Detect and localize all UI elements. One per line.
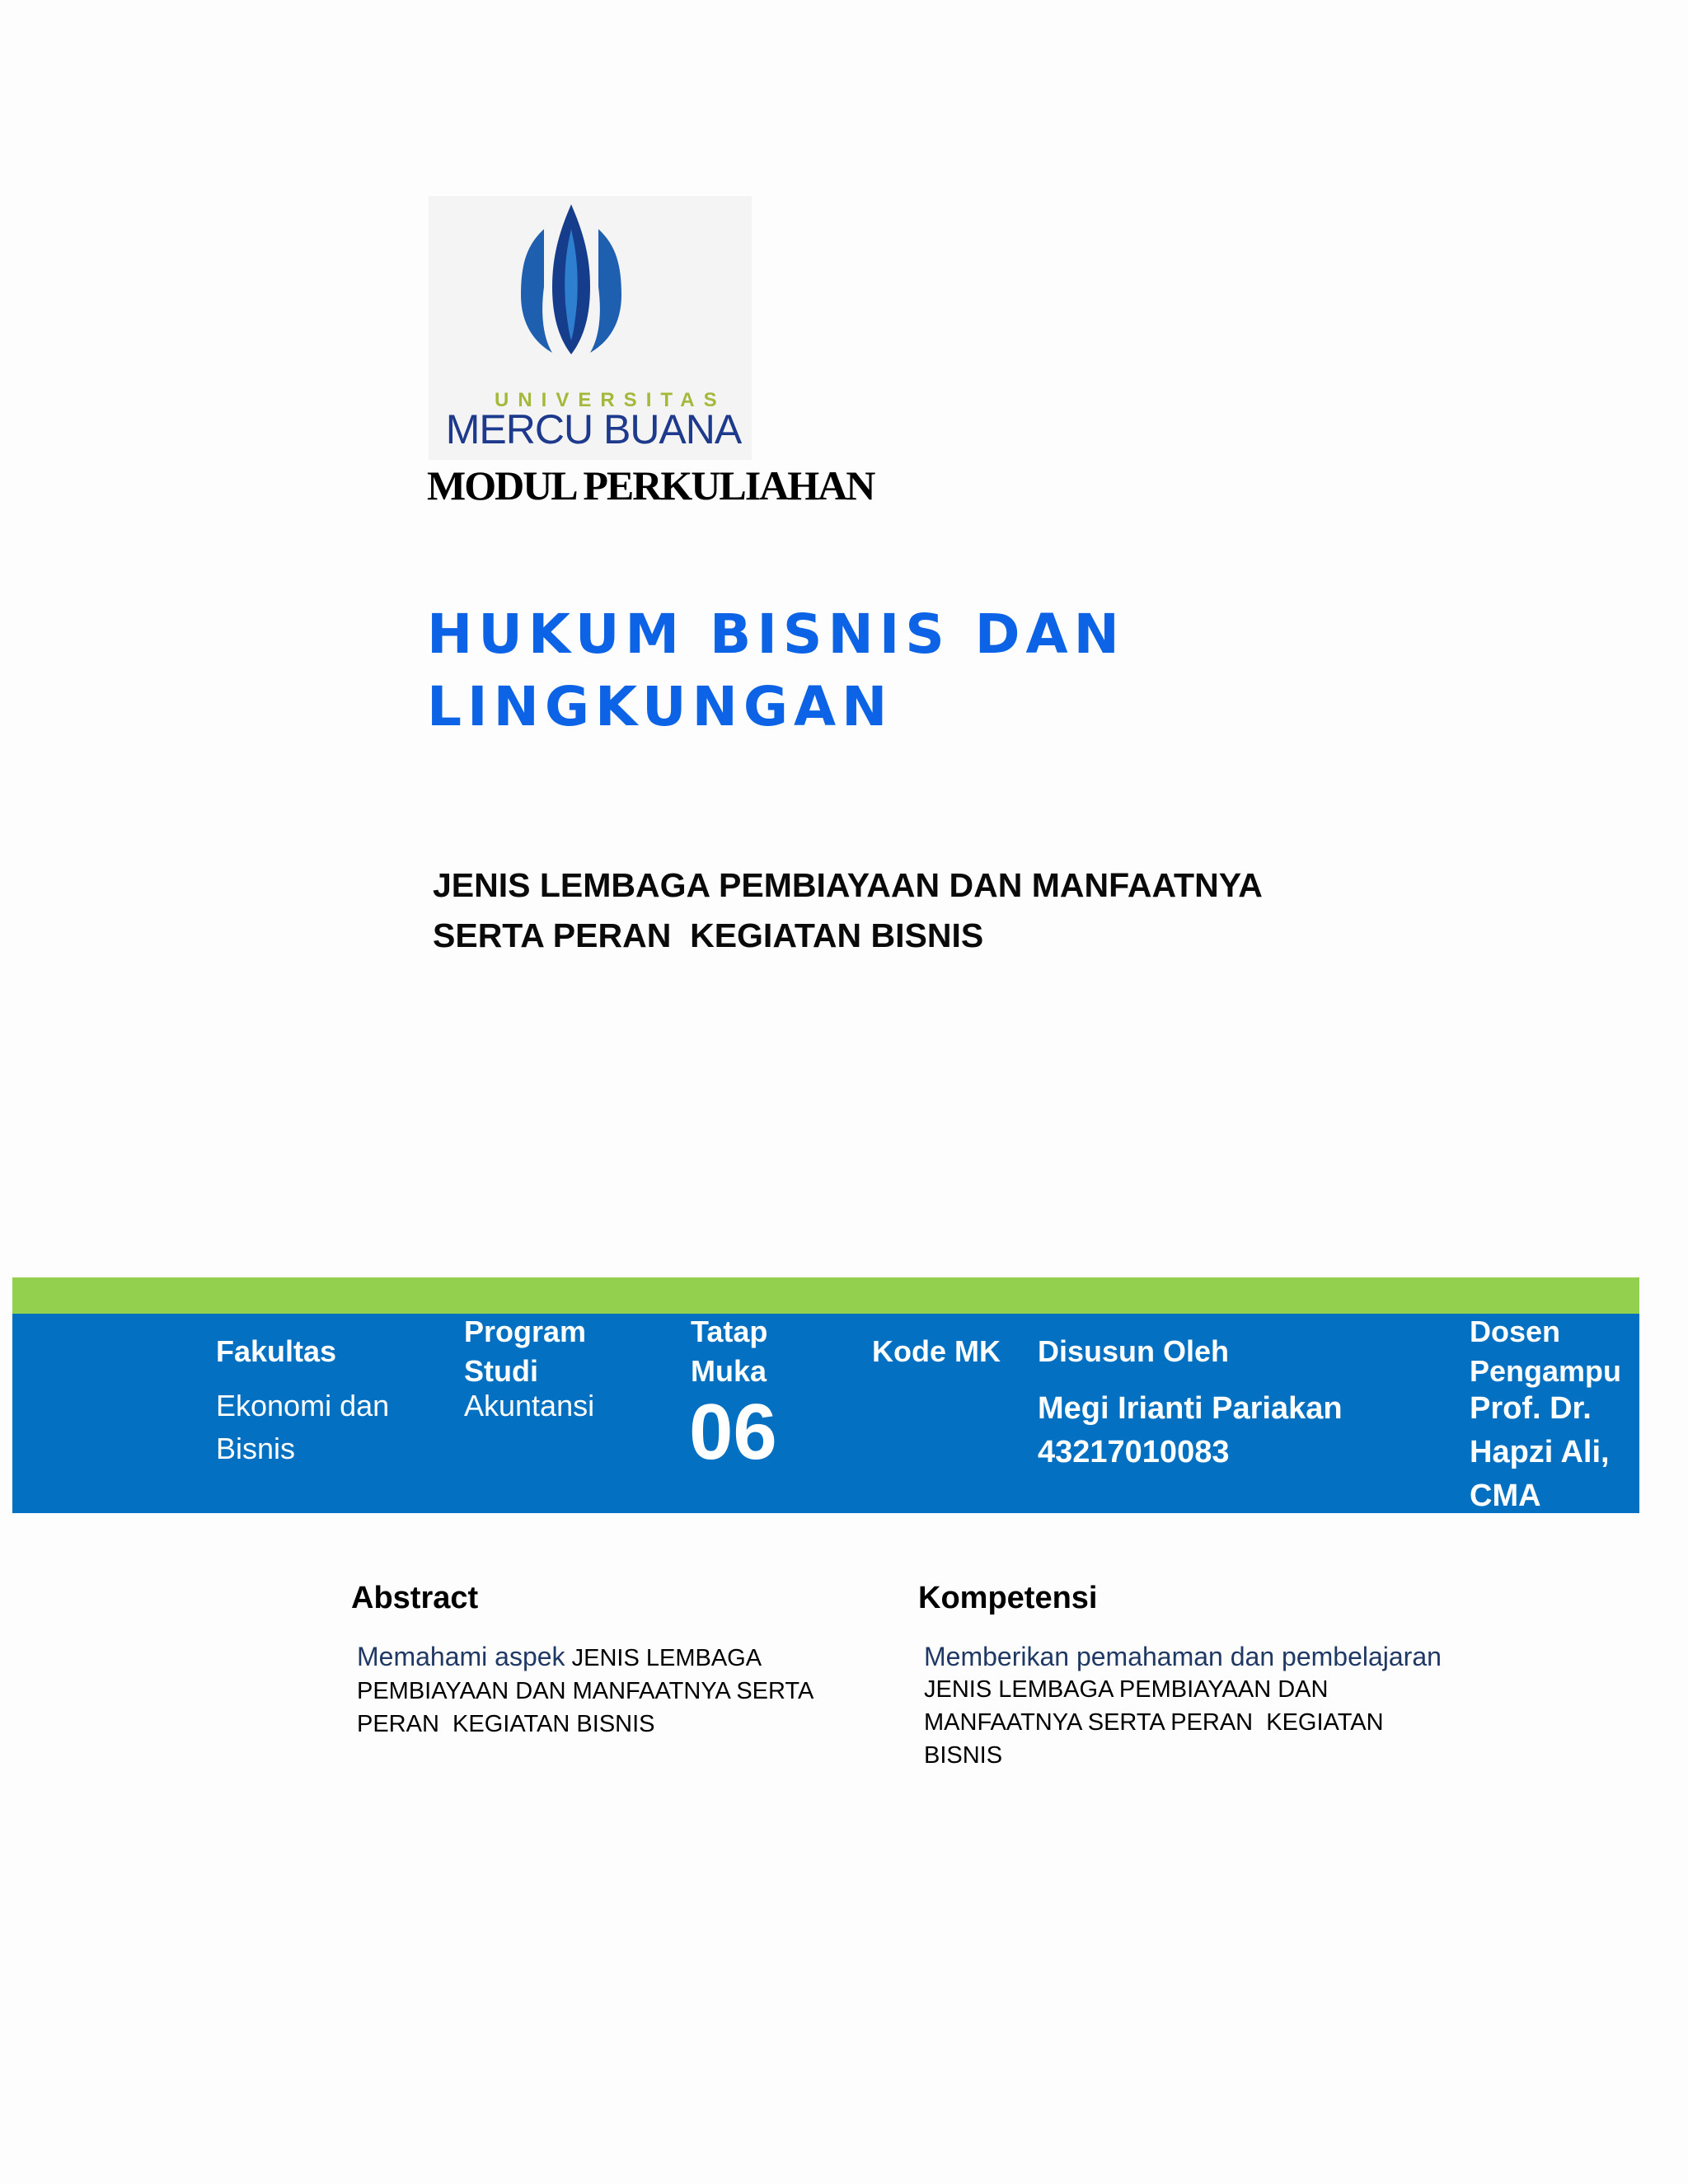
kompetensi-title: Kompetensi — [918, 1581, 1098, 1615]
dosen-label-line2: Pengampu — [1470, 1354, 1622, 1388]
program-studi-label-line1: Program — [464, 1315, 587, 1348]
program-studi-value: Akuntansi — [464, 1389, 595, 1422]
tatap-muka-label-line1: Tatap — [691, 1315, 768, 1348]
abstract-lead: Memahami aspek — [357, 1642, 565, 1671]
banner-accent-bar — [12, 1277, 1639, 1314]
topic-line1: JENIS LEMBAGA PEMBIAYAAN DAN MANFAATNYA — [433, 866, 1263, 904]
disusun-oleh-label: Disusun Oleh — [1038, 1334, 1230, 1368]
kompetensi-body-line2: MANFAATNYA SERTA PERAN KEGIATAN — [924, 1709, 1384, 1736]
kompetensi-body-line1: JENIS LEMBAGA PEMBIAYAAN DAN — [924, 1676, 1329, 1703]
author-name: Megi Irianti Pariakan — [1038, 1391, 1343, 1426]
dosen-pengampu-value — [1470, 1387, 1610, 1518]
fakultas-value-line1: Ekonomi dan — [216, 1389, 390, 1422]
kompetensi-body-line3: BISNIS — [924, 1742, 1003, 1769]
kompetensi-body — [924, 1640, 1501, 1772]
modul-label: MODUL PERKULIAHAN — [427, 462, 874, 509]
abstract-body-part2: PEMBIAYAAN DAN MANFAATNYA SERTA — [357, 1678, 814, 1704]
topic-title — [433, 860, 1504, 961]
dosen-label-line1: Dosen — [1470, 1315, 1561, 1348]
program-studi-label-line2: Studi — [464, 1354, 538, 1388]
logo-text-universitas: UNIVERSITAS — [495, 389, 726, 411]
dosen-value-line2: Hapzi Ali, — [1470, 1435, 1610, 1469]
kompetensi-lead: Memberikan pemahaman dan pembelajaran — [924, 1642, 1442, 1671]
dosen-value-line3: CMA — [1470, 1479, 1541, 1513]
program-studi-label — [464, 1312, 586, 1391]
tatap-muka-value: 06 — [689, 1388, 777, 1476]
topic-line2: SERTA PERAN KEGIATAN BISNIS — [433, 916, 984, 954]
author-nim: 43217010083 — [1038, 1435, 1230, 1469]
abstract-body-part3: PERAN KEGIATAN BISNIS — [357, 1711, 655, 1737]
fakultas-label: Fakultas — [216, 1334, 337, 1368]
tatap-muka-label — [691, 1312, 767, 1391]
fakultas-value — [216, 1385, 389, 1470]
course-title-line2: LINGKUNGAN — [427, 675, 893, 738]
abstract-body-part1: JENIS LEMBAGA — [565, 1645, 762, 1671]
abstract-body — [357, 1640, 868, 1741]
dosen-value-line1: Prof. Dr. — [1470, 1391, 1592, 1426]
disusun-oleh-value — [1038, 1387, 1343, 1474]
tatap-muka-label-line2: Muka — [691, 1354, 767, 1388]
course-title-line1: HUKUM BISNIS DAN — [427, 602, 1125, 666]
course-title — [427, 598, 1169, 743]
fakultas-value-line2: Bisnis — [216, 1432, 296, 1465]
abstract-title: Abstract — [351, 1581, 479, 1615]
dosen-pengampu-label — [1470, 1312, 1621, 1391]
logo-text-mercu-buana: MERCU BUANA — [445, 406, 742, 452]
kode-mk-label: Kode MK — [872, 1334, 1001, 1368]
